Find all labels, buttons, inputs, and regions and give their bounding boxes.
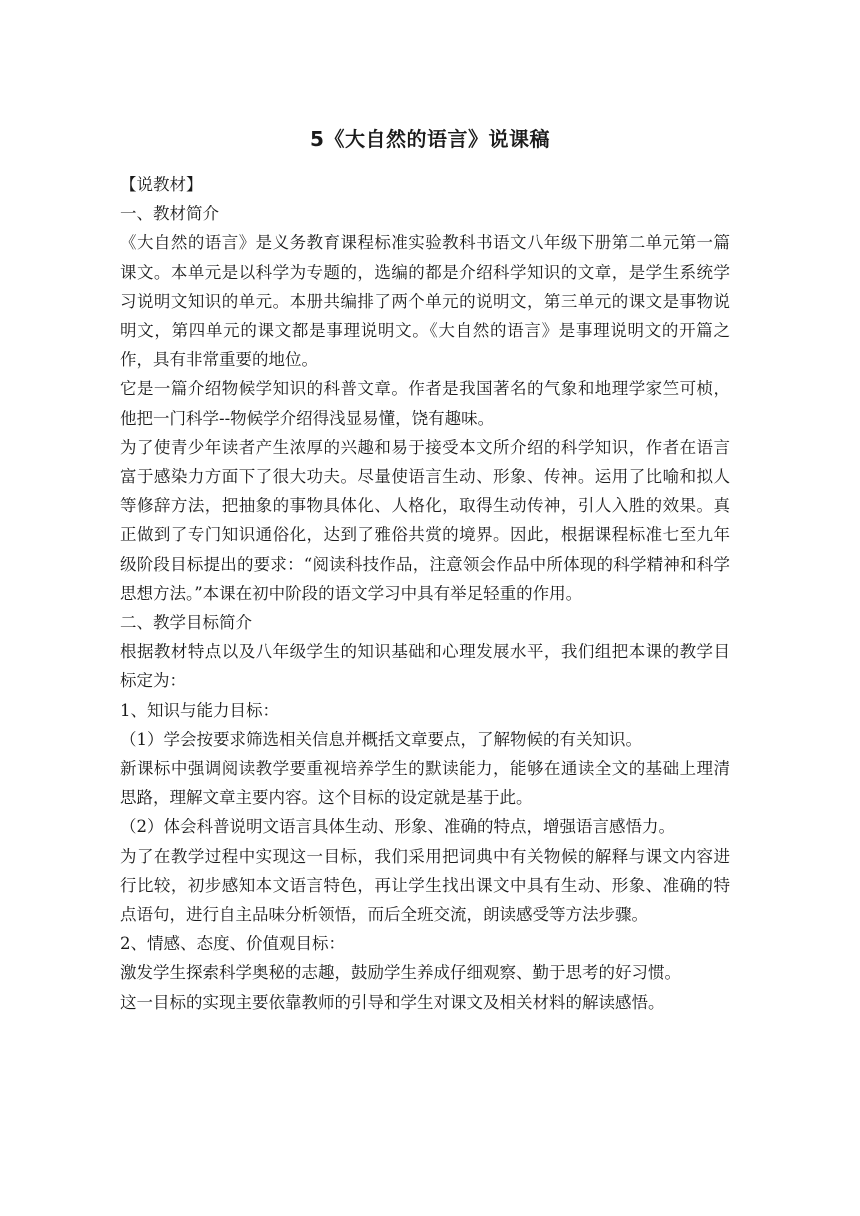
paragraph-language-style: 为了使青少年读者产生浓厚的兴趣和易于接受本文所介绍的科学知识，作者在语言富于感染力方面下了很大功夫。尽量使语言生动、形象、传神。运用了比喻和拟人等修辞方法，把抽象的事物具体化、人格化，取得生动传神，引人入胜的效果。真正做到了专门知识通俗化，达到了雅俗共赏的境界。因此，根据课程标准七至九年级阶段目标提出的要求：“阅读科技作品，注意领会作品中所体现的科学精神和科学思想方法。”本课在初中阶段的语文学习中具有举足轻重的作用。 [120, 437, 730, 603]
paragraph-phenology-intro: 它是一篇介绍物候学知识的科普文章。作者是我国著名的气象和地理学家竺可桢，他把一门科学--物候学介绍得浅显易懂，饶有趣味。 [120, 379, 730, 428]
section-heading-teaching-material: 【说教材】 [120, 175, 203, 194]
goal-item-2: （2）体会科普说明文语言具体生动、形象、准确的特点，增强语言感悟力。 [120, 817, 675, 837]
paragraph-goal-2-explanation: 为了在教学过程中实现这一目标，我们采用把词典中有关物候的解释与课文内容进行比较，初步感知本文语言特色，再让学生找出课文中具有生动、形象、准确的特点语句，进行自主品味分析领悟，而后全班交流，朗读感受等方法步骤。 [120, 846, 730, 925]
paragraph-material-intro: 《大自然的语言》是义务教育课程标准实验教科书语文八年级下册第二单元第一篇课文。本单元是以科学为专题的，选编的都是介绍科学知识的文章，是学生系统学习说明文知识的单元。本册共编排了两个单元的说明文，第三单元的课文是事物说明文，第四单元的课文都是事理说明文。《大自然的语言》是事理说明文的开篇之作，具有非常重要的地位。 [120, 233, 730, 370]
paragraph-goal-emotion: 激发学生探索科学奥秘的志趣，鼓励学生养成仔细观察、勤于思考的好习惯。 [120, 963, 681, 983]
document-body [120, 170, 730, 1017]
paragraph-goals-intro: 根据教材特点以及八年级学生的知识基础和心理发展水平，我们组把本课的教学目标定为： [120, 642, 730, 691]
paragraph-goal-1-explanation: 新课标中强调阅读教学要重视培养学生的默读能力，能够在通读全文的基础上理清思路，理解文章主要内容。这个目标的设定就是基于此。 [120, 759, 730, 808]
goal-emotion-attitude: 2、情感、态度、价值观目标： [120, 934, 345, 954]
goal-item-1: （1）学会按要求筛选相关信息并概括文章要点，了解物候的有关知识。 [120, 729, 642, 749]
subheading-material-intro: 一、教材简介 [120, 204, 219, 224]
paragraph-goal-emotion-method: 这一目标的实现主要依靠教师的引导和学生对课文及相关材料的解读感悟。 [120, 992, 665, 1012]
document-title: 5《大自然的语言》说课稿 [310, 127, 550, 151]
goal-knowledge-ability: 1、知识与能力目标： [120, 700, 279, 720]
subheading-teaching-goals: 二、教学目标简介 [120, 613, 252, 633]
